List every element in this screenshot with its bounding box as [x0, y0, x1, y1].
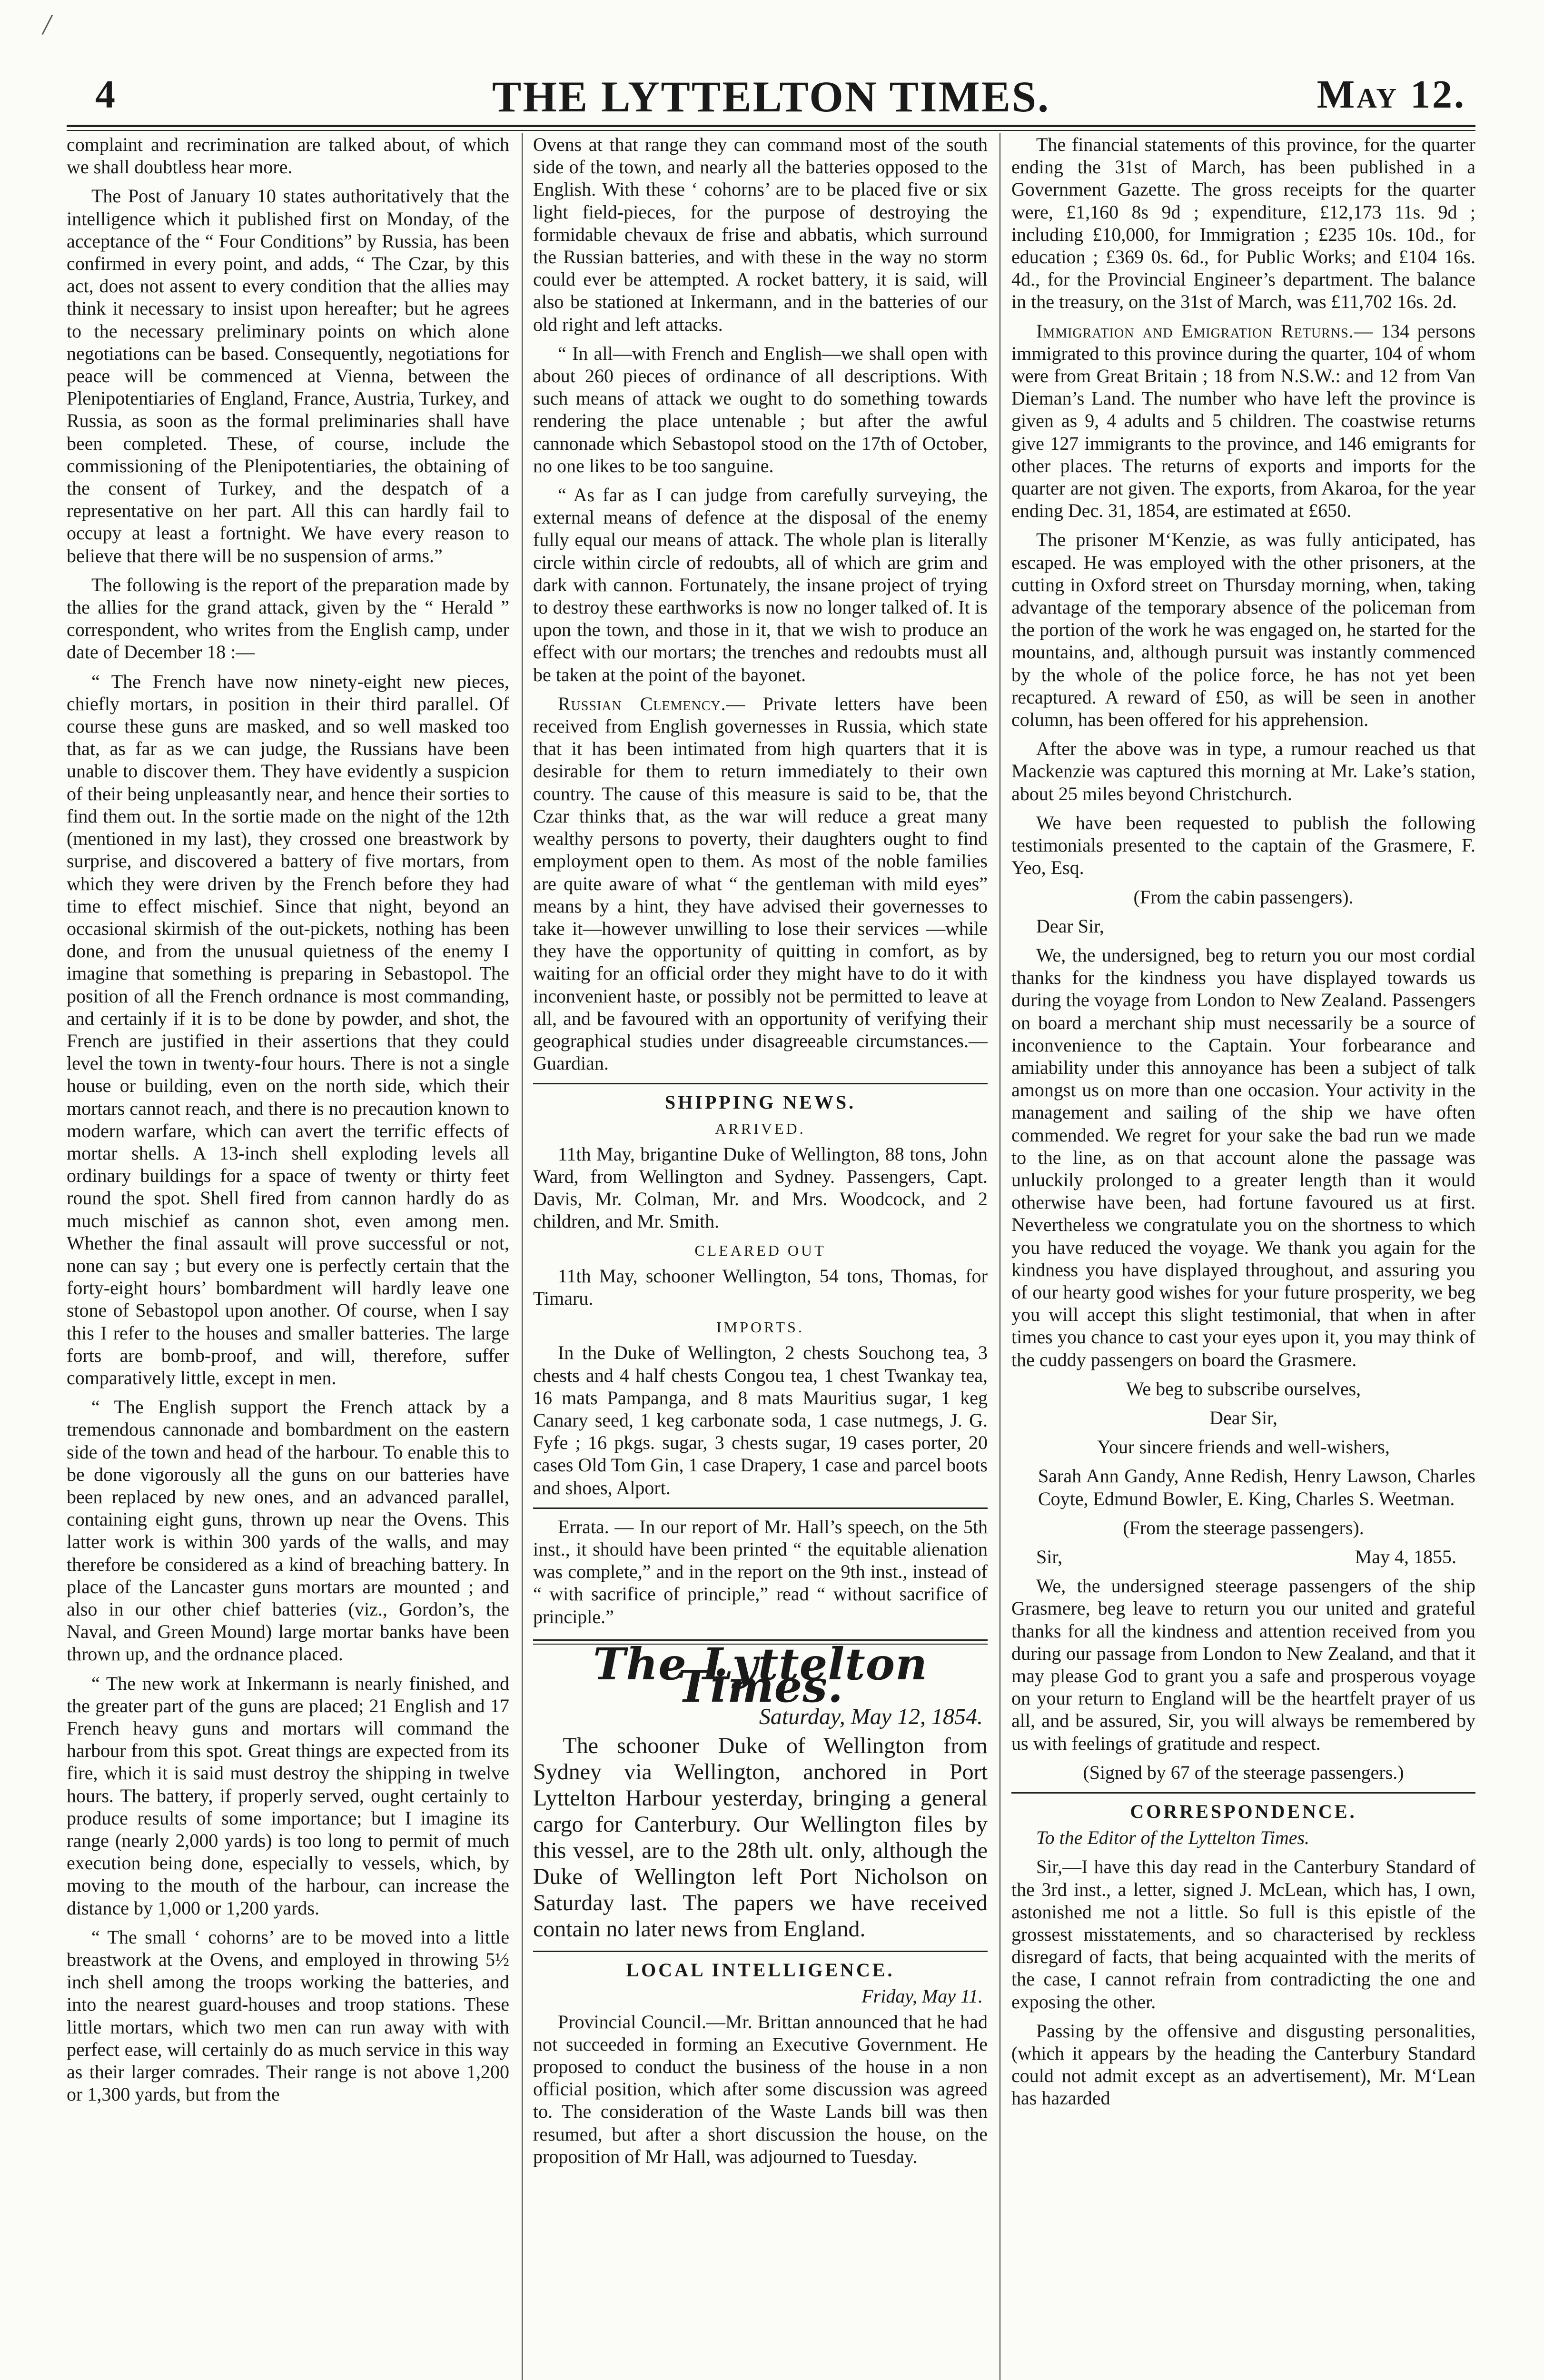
cabin-letter: We, the undersigned, beg to return you our most cordial thanks for the kindness you have displayed towards us during the voyage from London to New Zealand. Passengers on board a merchant ship must necessarily be a source of inconvenience to the Captain. Your forbearance and amiability under this annoyance has been a subject of talk amongst us on more than one occasion. Your activity in the management and sailing of the ship we have often commended. We regret for your sake the bad run we made to the line, as on that account alone the passage was unluckily prolonged to a greater length than it would otherwise have been, had fortune favoured us at first. Nevertheless we congratulate you on the shortness to which you have reduced the voyage. We thank you again for the kindness you have displayed throughout, and assuring you of our hearty good wishes for your future prosperity, we beg you will accept this slight testimonial, that when in after times you chance to cast your eyes upon it, you may think of the cuddy passengers on board the Grasmere.: [1011, 944, 1475, 1370]
section-rule: [1011, 1792, 1475, 1794]
newspaper-title: THE LYTTELTON TIMES.: [492, 72, 1050, 121]
signed-note: (Signed by 67 of the steerage passengers.): [1083, 1761, 1404, 1783]
closing: We beg to subscribe ourselves,: [1126, 1378, 1361, 1399]
paragraph: The financial statements of this province, for the quarter ending the 31st of March, has been published in a Government Gazette. The gross receipts for the quarter were, £1,160 8s 9d ; expenditure, £12,173 11s. 9d ; including £10,000, for Immigration ; £235 10s. 10d., for education ; £369 0s. 6d., for Public Works; and £104 16s. 4d., for the Provincial Engineer’s department. The balance in the treasury, on the 31st of March, was £11,702 16s. 2d.: [1011, 134, 1475, 313]
masthead-rule: [67, 125, 1475, 131]
cleared-entry: 11th May, schooner Wellington, 54 tons, Thomas, for Timaru.: [533, 1265, 988, 1309]
letter-date: May 4, 1855.: [1355, 1546, 1456, 1567]
paragraph: After the above was in type, a rumour reached us that Mackenzie was captured this morning at Mr. Lake’s station, about 25 miles beyond Christchurch.: [1011, 738, 1475, 804]
addressee: To the Editor of the Lyttelton Times.: [1036, 1827, 1310, 1849]
paragraph: Ovens at that range they can command most of the south side of the town, and nearly all the batteries opposed to the English. With these ‘ cohorns’ are to be placed five or six light field-pieces, for the purpose of destroying the formidable chevaux de frise and abbatis, which surround the Russian batteries, and with these in the way no storm could ever be attempted. A rocket battery, it is said, will also be stationed at Inkermann, and in the batteries of our old right and left attacks.: [533, 134, 988, 335]
masthead: [67, 71, 1475, 124]
paragraph: “ As far as I can judge from carefully surveying, the external means of defence at the disposal of the enemy fully equal our means of attack. The whole plan is literally circle within circle of redoubts, all of which are grim and dark with cannon. Fortunately, the insane project of trying to destroy these earthworks is now no longer talked of. It is upon the town, and those in it, that we wish to produce an effect with our mortars; the trenches and redoubts must all be taken at the point of the bayonet.: [533, 484, 988, 685]
paragraph: We have been requested to publish the following testimonials presented to the captain of the Grasmere, F. Yeo, Esq.: [1011, 812, 1475, 879]
cleared-heading: CLEARED OUT: [694, 1241, 826, 1259]
arrived-entry: 11th May, brigantine Duke of Wellington, 88 tons, John Ward, from Wellington and Sydney. Passengers, Capt. Davis, Mr. Colman, Mr. and Mrs. Woodcock, and 2 children, and Mr. Smith.: [533, 1143, 988, 1232]
paragraph: The prisoner M‘Kenzie, as was fully anticipated, has escaped. He was employed with the other prisoners, at the cutting in Oxford street on Thursday morning, when, taking advantage of the temporary absence of the policeman from the portion of the work he was engaged on, he started for the mountains, and, although pursuit was instantly commenced by the whole of the police force, he has not yet been recaptured. A reward of £50, as will be seen in another column, has been offered for his apprehension.: [1011, 529, 1475, 731]
arrived-heading: ARRIVED.: [715, 1120, 806, 1137]
paragraph: Passing by the offensive and disgusting personalities, (which it appears by the heading the Canterbury Standard could not admit except as an advertisement), Mr. M‘Lean has hazarded: [1011, 2020, 1475, 2109]
paragraph: The Post of January 10 states authoritatively that the intelligence which it published first on Monday, of the acceptance of the “ Four Conditions” by Russia, has been confirmed in every point, and adds, “ The Czar, by this act, does not assent to every condition that the allies may think it necessary to insist upon hereafter; but he agrees to the necessary preliminary points on which alone negotiations can be based. Consequently, negotiations for peace will be commenced at Vienna, between the Plenipotentiaries of England, France, Austria, Turkey, and Russia, as soon as the formal preliminaries shall have been completed. These, of course, include the commissioning of the Plenipotentiaries, the obtaining of the consent of Turkey, and the despatch of a representative on her part. All this can hardly fail to occupy at least a fortnight. We have every reason to believe that there will be no suspension of arms.”: [67, 185, 509, 566]
paper-nameplate: The Lyttelton Times.: [593, 1638, 928, 1712]
paragraph-text: — Private letters have been received from English governesses in Russia, which state that it has been intimated from high quarters that it is desirable for them to return immediately to their own country. The cause of this measure is said to be, that the Czar thinks that, as the war will reduce a great many wealthy persons to poverty, their daughters ought to find employment open to them. As most of the noble families are quite aware of what “ the gentleman with mild eyes” means by a hint, they have advised their governesses to take it—however unwilling to lose their services —while they have the opportunity of quitting in comfort, as by waiting for an official order they might have to do it with inconvenient haste, or possibly not be permitted to leave at all, and be favoured with an opportunity of verifying their geographical studies under disagreeable circumstances.—Guardian.: [533, 693, 988, 1074]
paragraph: [533, 693, 988, 1074]
paragraph: “ The small ‘ cohorns’ are to be moved into a little breastwork at the Ovens, and employed in throwing 5½ inch shell among the troops working the batteries, and into the nearest guard-houses and troop stations. These little mortars, which two men can run away with with perfect ease, will certainly do as much service in this way as their larger comrades. Their range is not above 1,200 or 1,300 yards, but from the: [67, 1926, 509, 2105]
paragraph: “ The new work at Inkermann is nearly finished, and the greater part of the guns are placed; 21 English and 17 French heavy guns and mortars will command the harbour from this spot. Great things are expected from its fire, which it is said must destroy the shipping in twelve hours. The battery, if properly served, ought certainly to produce results of some importance; but I imagine its range (nearly 2,000 yards) is too long to permit of much execution being done, especially to vessels, which, by moving to the mouth of the harbour, can increase the distance by 1,000 or 1,200 yards.: [67, 1672, 509, 1919]
imports-heading: IMPORTS.: [716, 1319, 804, 1336]
paragraph: The following is the report of the preparation made by the allies for the grand attack, given by the “ Herald ” correspondent, who writes from the English camp, under date of December 18 :—: [67, 574, 509, 663]
section-rule: [533, 1507, 988, 1509]
section-rule: [533, 1951, 988, 1952]
correspondence-heading: CORRESPONDENCE.: [1130, 1801, 1357, 1823]
editorial-paragraph: The schooner Duke of Wellington from Sydney via Wellington, anchored in Port Lyttelton Harbour yesterday, bringing a general cargo for Canterbury. Our Wellington files by this vessel, are to the 28th ult. only, although the Duke of Wellington left Port Nicholson on Saturday last. The papers we have received contain no later news from England.: [533, 1733, 988, 1942]
paragraph: “ In all—with French and English—we shall open with about 260 pieces of ordinance of all descriptions. With such means of attack we ought to do something towards rendering the place untenable ; but after the awful cannonade which Sebastopol stood on the 17th of October, no one likes to be too sanguine.: [533, 342, 988, 476]
editorial-date: Saturday, May 12, 1854.: [759, 1704, 983, 1730]
paragraph: “ The English support the French attack by a tremendous cannonade and bombardment on the eastern side of the town and head of the harbour. To enable this to be done vigorously all the guns on our batteries have been replaced by new ones, and an advanced parallel, containing eight guns, thrown up near the Ovens. This latter work is within 300 yards of the walls, and may therefore be considered as a kind of breaching battery. In place of the Lancaster guns mortars are mounted ; and also in our other chief batteries (viz., Gordon’s, the Naval, and Green Mound) large mortar banks have been thrown up, and the ordnance placed.: [67, 1396, 509, 1665]
paragraph: Provincial Council.—Mr. Brittan announced that he had not succeeded in forming an Executive Government. He proposed to conduct the business of the house in a non official position, which after some discussion was agreed to. The consideration of the Waste Lands bill was then resumed, but after a short discussion the house, on the proposition of Mr Hall, was adjourned to Tuesday.: [533, 2011, 988, 2167]
column-divider: [522, 133, 523, 2380]
paragraph: Sir,—I have this day read in the Canterbury Standard of the 3rd inst., a letter, signed J. McLean, which has, I own, astonished me not a little. So full is this epistle of the grossest misstatements, and so characterised by reckless disregard of facts, that being acquainted with the merits of the case, I cannot refrain from contradicting the one and exposing the other.: [1011, 1856, 1475, 2013]
paragraph-text: — 134 persons immigrated to this province during the quarter, 104 of whom were from Great Britain ; 18 from N.S.W.: and 12 from Van Dieman’s Land. The number who have left the province is given as 9, 4 adults and 5 children. The coastwise returns give 127 immigrants to the province, and 146 emigrants for other places. The returns of exports and imports for the quarter are not given. The exports, from Akaroa, for the year ending Dec. 31, 1854, are estimated at £650.: [1011, 320, 1475, 522]
closing: Your sincere friends and well-wishers,: [1097, 1436, 1390, 1458]
steerage-letter: We, the undersigned steerage passengers of the ship Grasmere, beg leave to return you our united and grateful thanks for all the kindness and attention received from you during our passage from London to New Zealand, and that it may please God to grant you a safe and prosperous voyage on your return to England will be the heartfelt prayer of us all, and be assured, Sir, you will always be remembered by us with feelings of gratitude and respect.: [1011, 1575, 1475, 1754]
column-3: [1011, 133, 1475, 2380]
salutation-line: [1011, 1546, 1475, 1568]
shipping-news-heading: SHIPPING NEWS.: [664, 1091, 856, 1113]
steerage-heading: (From the steerage passengers).: [1123, 1517, 1364, 1538]
imports-entry: In the Duke of Wellington, 2 chests Souchong tea, 3 chests and 4 half chests Congou tea, 1 chest Twankay tea, 16 mats Pampanga, and 8 mats Mauritius sugar, 1 keg Canary seed, 1 keg carbonate soda, 1 case nutmegs, J. G. Fyfe ; 16 pkgs. sugar, 3 chests sugar, 19 cases porter, 20 cases Old Tom Gin, 1 case Drapery, 1 case and parcel boots and shoes, Alport.: [533, 1342, 988, 1498]
page-number: 4: [95, 72, 115, 117]
column-1: [67, 133, 509, 2380]
section-rule: [533, 1083, 988, 1084]
column-2: [533, 133, 988, 2380]
run-in-heading: Russian Clemency.: [558, 693, 726, 714]
page-date: May 12.: [1316, 72, 1466, 117]
run-in-heading: Immigration and Emigration Returns.: [1036, 320, 1354, 342]
paragraph: “ The French have now ninety-eight new pieces, chiefly mortars, in position in their third parallel. Of course these guns are masked, and so well masked too that, as far as we can judge, the Russians have been unable to discover them. They have evidently a suspicion of their being unpleasantly near, and hence their sorties to find them out. In the sortie made on the night of the 12th (mentioned in my last), they crossed one breastwork by surprise, and discovered a battery of five mortars, from which they were driven by the French before they had time to effect mischief. Since that night, beyond an occasional skirmish of the out-pickets, nothing has been done, and from the unusual quietness of the enemy I imagine that something is preparing in Sebastopol. The position of all the French ordnance is most commanding, and certainly if it is to be done by powder, and shot, the French are justified in their assertions that they could level the town in twenty-four hours. There is not a single house or building, even on the north side, which their mortars cannot reach, and there is no precaution known to modern warfare, which can avert the terrific effects of mortar shells. A 13-inch shell exploding levels all ordinary buildings for a space of twenty or thirty feet round the spot. Shell fired from cannon hardly do as much mischief as cannon shot, even among men. Whether the final assault will prove successful or not, none can say ; but every one is perfectly certain that the forty-eight hours’ bombardment will hardly leave one stone of Sebastopol upon another. Of course, when I say this I refer to the houses and smaller batteries. The large forts are bomb-proof, and will, therefore, suffer comparatively little, except in men.: [67, 670, 509, 1388]
signatories: Sarah Ann Gandy, Anne Redish, Henry Lawson, Charles Coyte, Edmund Bowler, E. King, Charles S. Weetman.: [1038, 1465, 1475, 1509]
salutation: Sir,: [1036, 1546, 1063, 1567]
salutation: Dear Sir,: [1036, 915, 1104, 937]
cabin-heading: (From the cabin passengers).: [1133, 886, 1354, 908]
errata: Errata. — In our report of Mr. Hall’s speech, on the 5th inst., it should have been printed “ the equitable alienation was complete,” and in the report on the 9th inst., instead of “ with sacrifice of principle,” read “ without sacrifice of principle.”: [533, 1516, 988, 1627]
closing: Dear Sir,: [1209, 1407, 1277, 1428]
corner-mark: /: [43, 9, 51, 40]
paragraph: complaint and recrimination are talked about, of which we shall doubtless hear more.: [67, 134, 509, 178]
local-date: Friday, May 11.: [861, 1985, 983, 2007]
paragraph: [1011, 320, 1475, 522]
local-intelligence-heading: LOCAL INTELLIGENCE.: [626, 1959, 895, 1981]
